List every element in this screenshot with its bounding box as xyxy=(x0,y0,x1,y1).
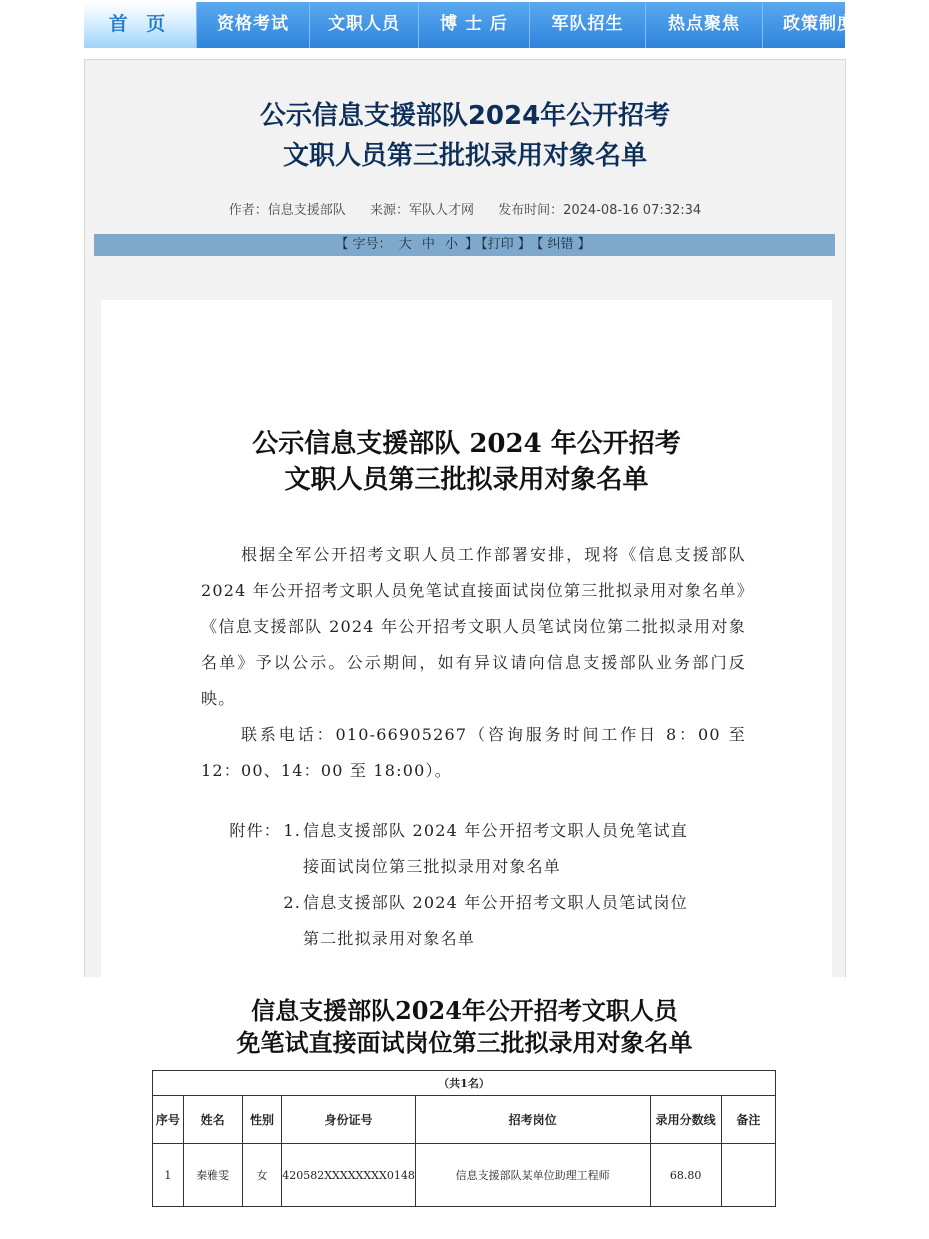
table-row xyxy=(153,1144,776,1207)
article-title xyxy=(85,96,845,176)
article-toolbar xyxy=(94,234,835,256)
table-title-line2: 免笔试直接面试岗位第三批拟录用对象名单 xyxy=(236,1028,693,1057)
column-header-remarks: 备注 xyxy=(721,1096,775,1144)
attachment-2-continued xyxy=(201,921,746,957)
attachment-spacer xyxy=(281,921,301,957)
attachment-1-line1: 信息支援部队 2024 年公开招考文职人员免笔试直 xyxy=(303,821,688,840)
cell-gender: 女 xyxy=(242,1144,281,1207)
attachment-1-continued xyxy=(201,849,746,885)
print-link[interactable]: 【打印 】 xyxy=(481,237,531,252)
attachment-label-spacer xyxy=(201,885,281,921)
font-size-label: 【 字号： xyxy=(335,237,392,252)
nav-item-home[interactable]: 首 页 xyxy=(84,2,197,48)
attachment-2-line1: 信息支援部队 2024 年公开招考文职人员笔试岗位 xyxy=(303,893,688,912)
column-header-score-line: 录用分数线 xyxy=(650,1096,721,1144)
nav-item-civilian-staff[interactable]: 文职人员 xyxy=(310,2,419,48)
column-header-position: 招考岗位 xyxy=(415,1096,650,1144)
table-title xyxy=(0,995,929,1059)
document-paragraph-notice: 根据全军公开招考文职人员工作部署安排，现将《信息支援部队 2024 年公开招考文职人员免笔试直接面试岗位第三批拟录用对象名单》《信息支援部队 2024 年公开招考文职人员笔试岗位第二批拟录用对象名单》予以公示。公示期间，如有异议请向信息支援部队业务部门反映。 xyxy=(201,545,746,708)
document-title-line1: 公示信息支援部队 2024 年公开招考 xyxy=(252,429,681,459)
font-size-large-link[interactable]: 大 xyxy=(398,237,412,252)
cell-name: 秦雅雯 xyxy=(183,1144,242,1207)
table-total-count: （共1名） xyxy=(153,1071,776,1096)
nav-item-policy[interactable]: 政策制度 xyxy=(783,14,855,34)
cell-id-number: 420582XXXXXXXX0148 xyxy=(282,1144,416,1207)
report-error-link[interactable]: 【 纠错 】 xyxy=(536,237,591,252)
article-title-line1: 公示信息支援部队2024年公开招考 xyxy=(259,101,671,131)
cell-index: 1 xyxy=(153,1144,184,1207)
attachment-1-number: 1. xyxy=(283,821,301,840)
attachment-label: 附件： xyxy=(229,821,281,840)
article-panel xyxy=(84,59,846,977)
cell-remarks xyxy=(721,1144,775,1207)
top-navigation xyxy=(84,2,855,48)
column-header-name: 姓名 xyxy=(183,1096,242,1144)
document-title xyxy=(101,426,832,498)
nav-item-military-admission[interactable]: 军队招生 xyxy=(530,2,646,48)
article-meta xyxy=(85,199,845,218)
font-size-small-link[interactable]: 小 xyxy=(445,237,459,252)
article-source: 来源：军队人才网 xyxy=(369,203,474,218)
attachment-2 xyxy=(201,885,746,921)
column-header-id-number: 身份证号 xyxy=(282,1096,416,1144)
attachment-spacer xyxy=(281,849,301,885)
cell-score-line: 68.80 xyxy=(650,1144,721,1207)
nav-item-hot-topics[interactable]: 热点聚焦 xyxy=(646,2,763,48)
font-size-medium-link[interactable]: 中 xyxy=(421,237,435,252)
document-paragraph-contact: 联系电话：010-66905267（咨询服务时间工作日 8：00 至 12：00、14：00 至 18:00）。 xyxy=(201,725,746,780)
attachment-2-line2: 第二批拟录用对象名单 xyxy=(303,929,476,948)
nav-item-qualification-exam[interactable]: 资格考试 xyxy=(197,2,310,48)
attachments xyxy=(201,813,746,957)
attachment-1 xyxy=(201,813,746,849)
font-size-close-bracket: 】 xyxy=(465,237,479,252)
document-title-line2: 文职人员第三批拟录用对象名单 xyxy=(284,465,649,495)
candidate-table xyxy=(152,1070,776,1207)
document-body xyxy=(201,537,746,957)
cell-position: 信息支援部队某单位助理工程师 xyxy=(415,1144,650,1207)
article-published-time: 发布时间：2024-08-16 07:32:34 xyxy=(498,203,702,218)
article-author: 作者：信息支援部队 xyxy=(228,203,346,218)
column-header-gender: 性别 xyxy=(242,1096,281,1144)
column-header-index: 序号 xyxy=(153,1096,184,1144)
attachment-1-line2: 接面试岗位第三批拟录用对象名单 xyxy=(303,857,562,876)
attachment-2-number: 2. xyxy=(283,893,301,912)
document-image xyxy=(101,300,832,977)
article-title-line2: 文职人员第三批拟录用对象名单 xyxy=(282,141,647,171)
nav-item-postdoc[interactable]: 博 士 后 xyxy=(419,2,530,48)
table-title-line1: 信息支援部队2024年公开招考文职人员 xyxy=(251,996,678,1025)
